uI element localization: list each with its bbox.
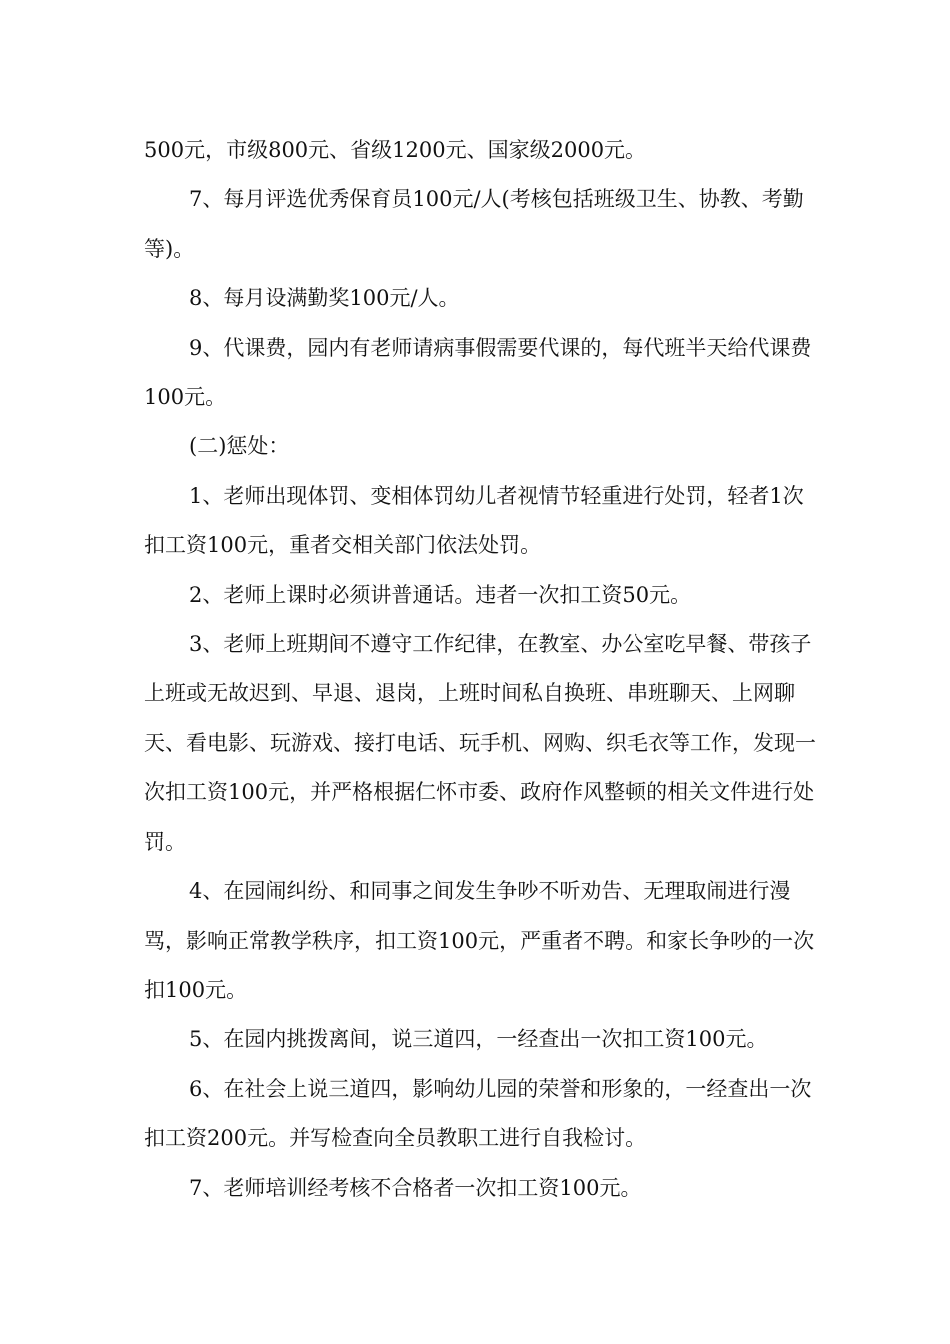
paragraph-penalty-2: 2、老师上课时必须讲普通话。违者一次扣工资50元。 <box>189 582 692 607</box>
paragraph-penalty-7: 7、老师培训经考核不合格者一次扣工资100元。 <box>189 1175 642 1200</box>
paragraph-reward-7: 7、每月评选优秀保育员100元/人(考核包括班级卫生、协教、考勤等)。 <box>144 187 804 261</box>
paragraph-penalty-1: 1、老师出现体罚、变相体罚幼儿者视情节轻重进行处罚，轻者1次扣工资100元，重者交相关部门依法处罚。 <box>144 483 804 558</box>
paragraph-penalty-4: 4、在园闹纠纷、和同事之间发生争吵不听劝告、无理取闹进行漫骂，影响正常教学秩序，扣工资100元，严重者不聘。和家长争吵的一次扣100元。 <box>144 879 815 1002</box>
section-heading-penalty: (二)惩处： <box>189 434 290 459</box>
paragraph-penalty-3: 3、老师上班期间不遵守工作纪律，在教室、办公室吃早餐、带孩子上班或无故迟到、早退、退岗，上班时间私自换班、串班聊天、上网聊天、看电影、玩游戏、接打电话、玩手机、网购、织毛衣等工作，发现一次扣工资100元，并严格根据仁怀市委、政府作风整顿的相关文件进行处罚。 <box>144 632 816 854</box>
document-body <box>144 126 824 1213</box>
paragraph-reward-9: 9、代课费，园内有老师请病事假需要代课的，每代班半天给代课费100元。 <box>144 335 812 410</box>
paragraph-continuation: 500元，市级800元、省级1200元、国家级2000元。 <box>144 138 647 162</box>
paragraph-penalty-6: 6、在社会上说三道四，影响幼儿园的荣誉和形象的，一经查出一次扣工资200元。并写检查向全员教职工进行自我检讨。 <box>144 1076 812 1151</box>
paragraph-reward-8: 8、每月设满勤奖100元/人。 <box>189 286 460 311</box>
paragraph-penalty-5: 5、在园内挑拨离间，说三道四，一经查出一次扣工资100元。 <box>189 1027 768 1052</box>
